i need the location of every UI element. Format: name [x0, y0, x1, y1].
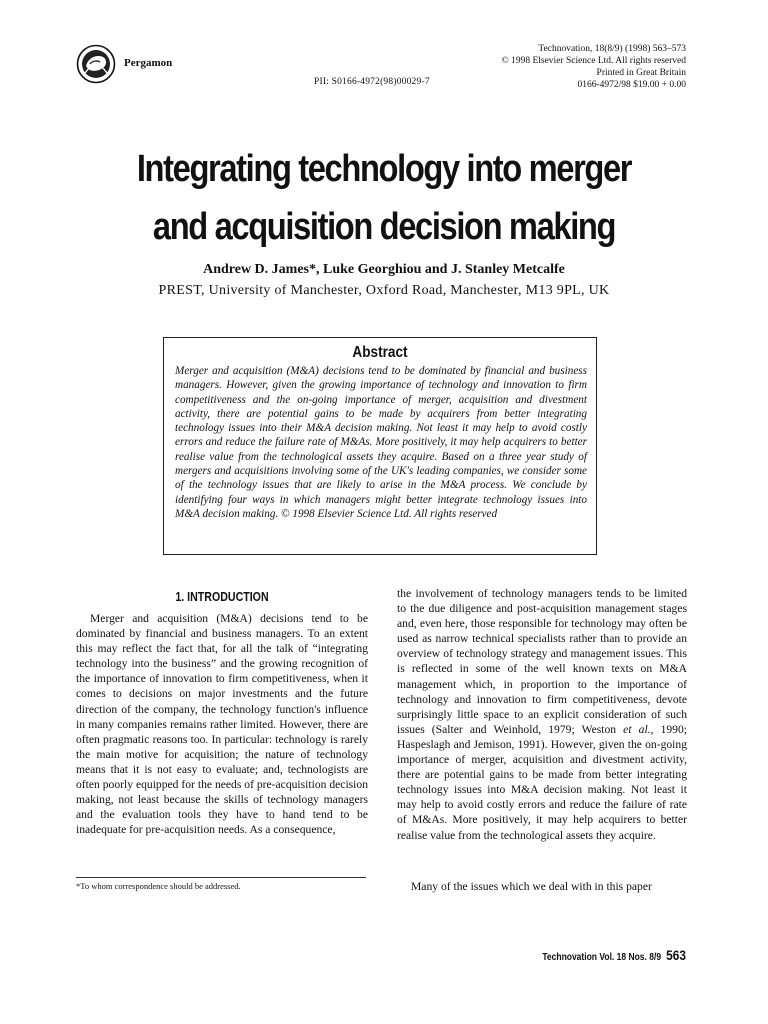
body-column-left [76, 611, 368, 837]
issn-line: 0166-4972/98 $19.00 + 0.00 [577, 80, 686, 90]
paragraph-italic: et al. [623, 722, 651, 736]
title-line-1: Integrating technology into merger [136, 148, 632, 190]
page-footer [542, 947, 686, 963]
paragraph-next: Many of the issues which we deal with in this paper [411, 880, 652, 893]
publisher-name: Pergamon [124, 57, 173, 69]
page-number: 563 [666, 947, 686, 963]
paragraph-text: the involvement of technology managers tends to be limited to the due diligence and post-acquisition management stages and, even here, those responsible for technology may often be used as narrow technical specialists rather than to provide an overview of technology strategy and management issues. This is reflected in some of the well known texts on M&A management which, in proportion to the importance of technology and innovation to firm competitiveness, devote surprisingly little space to an explicit consideration of such issues (Salter and Weinhold, 1979; Weston [397, 587, 687, 736]
paragraph [397, 586, 687, 843]
authors: Andrew D. James*, Luke Georghiou and J. Stanley Metcalfe [203, 262, 565, 277]
journal-citation: Technovation, 18(8/9) (1998) 563–573 [538, 44, 686, 54]
journal-meta [501, 43, 686, 91]
footer-journal: Technovation Vol. 18 Nos. 8/9 [542, 952, 662, 963]
printed-line: Printed in Great Britain [596, 68, 686, 78]
affiliation: PREST, University of Manchester, Oxford Road, Manchester, M13 9PL, UK [158, 283, 610, 298]
section-heading: 1. INTRODUCTION [175, 590, 269, 604]
copyright-line: © 1998 Elsevier Science Ltd. All rights reserved [501, 56, 686, 66]
footnote: *To whom correspondence should be addressed. [76, 881, 241, 891]
paragraph-text: , 1990; Haspeslagh and Jemison, 1991). However, given the on-going importance of merger, acquisition and divestment activity, there are potential gains to be made from better integrating technology issues into M&A decision making. Not least it may help to avoid costly errors and reduce the failure of rate of M&As. More positively, it may help acquirers to better realise value from the technological assets they acquire. [397, 722, 687, 842]
article-title [88, 140, 680, 256]
abstract-text: Merger and acquisition (M&A) decisions tend to be dominated by financial and business managers. However, given the growing importance of technology and innovation to firm competitiveness and the on-going importance of merger, acquisition and divestment activity, there are potential gains to be made by acquirers from better integrating technology issues into their M&A decision making. Not least it may help to avoid costly errors and reduce the failure rate of M&As. More positively, it may help acquirers to better realise value from the technological assets they acquire. Based on a three year study of mergers and acquisitions involving some of the UK's leading companies, we consider some of the technology issues that are likely to arise in the M&A process. We conclude by identifying four ways in which managers might better integrate technology issues into M&A decision making. © 1998 Elsevier Science Ltd. All rights reserved [175, 365, 587, 520]
paragraph: Merger and acquisition (M&A) decisions tend to be dominated by financial and business managers. To an extent this may reflect the fact that, for all the talk of “integrating technology into the business” and the growing recognition of the importance of innovation to firm competitiveness, when it comes to decisions on major investments and the future direction of the company, the technology function's influence in many companies remains rather limited. However, there are often pragmatic reasons too. In particular: technology is rarely the main motive for acquisition; the nature of technology means that it is not easy to evaluate; and, technologists are often poorly equipped for the needs of pre-acquisition decision making, not least because the skills of technology managers and the evaluation tools they have to hand tend to be inadequate for pre-acquisition needs. As a consequence, [76, 612, 368, 837]
pergamon-logo-icon [76, 44, 116, 84]
footnote-divider [76, 877, 366, 878]
body-column-right [397, 586, 687, 843]
pii-code: PII: S0166-4972(98)00029-7 [314, 77, 430, 87]
title-line-2: and acquisition decision making [152, 206, 616, 248]
abstract-heading: Abstract [352, 344, 408, 361]
